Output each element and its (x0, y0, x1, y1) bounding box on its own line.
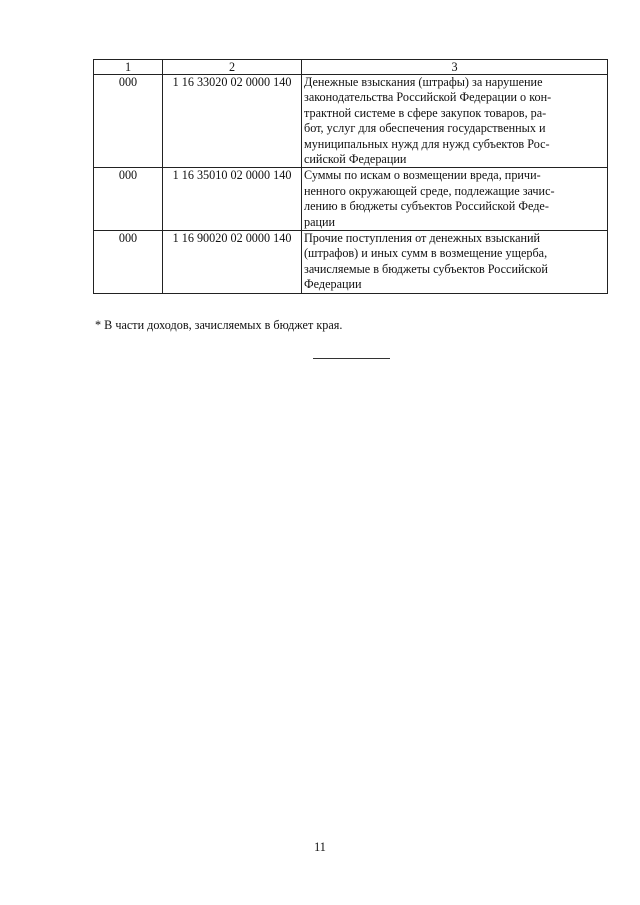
description-cell (302, 168, 608, 231)
description-line: Прочие поступления от денежных взысканий (304, 231, 541, 246)
description-line: рации (304, 214, 336, 229)
table-row (94, 231, 608, 294)
description-line: трактной системе в сфере закупок товаров, ра- (304, 105, 547, 120)
income-codes-table (93, 59, 608, 294)
page-number: 11 (314, 840, 326, 854)
kbk-code-cell: 1 16 33020 02 0000 140 (163, 75, 302, 168)
description-line: ненного окружающей среде, подлежащие зачис- (304, 183, 555, 198)
admin-code-cell: 000 (94, 168, 163, 231)
description-line: Федерации (304, 277, 362, 292)
description-line: (штрафов) и иных сумм в возмещение ущерба, (304, 246, 548, 261)
admin-code-cell: 000 (94, 231, 163, 294)
table-header-row (94, 60, 608, 75)
table-row (94, 168, 608, 231)
header-cell-1: 1 (94, 60, 163, 75)
description-cell (302, 231, 608, 294)
table-row (94, 75, 608, 168)
description-line: бот, услуг для обеспечения государственных и (304, 121, 546, 136)
description-line: муниципальных нужд для нужд субъектов Рос- (304, 136, 550, 151)
description-line: законодательства Российской Федерации о кон- (304, 90, 552, 105)
description-line: Суммы по искам о возмещении вреда, причи- (304, 168, 541, 183)
header-cell-2: 2 (163, 60, 302, 75)
description-line: зачисляемые в бюджеты субъектов Российской (304, 261, 548, 276)
description-line: лению в бюджеты субъектов Российской Феде- (304, 199, 549, 214)
admin-code-cell: 000 (94, 75, 163, 168)
kbk-code-cell: 1 16 90020 02 0000 140 (163, 231, 302, 294)
description-cell (302, 75, 608, 168)
description-line: Денежные взыскания (штрафы) за нарушение (304, 75, 543, 89)
footnote: * В части доходов, зачисляемых в бюджет края. (95, 318, 343, 332)
separator-line (313, 358, 390, 359)
kbk-code-cell: 1 16 35010 02 0000 140 (163, 168, 302, 231)
header-cell-3: 3 (302, 60, 608, 75)
description-line: сийской Федерации (304, 152, 407, 167)
